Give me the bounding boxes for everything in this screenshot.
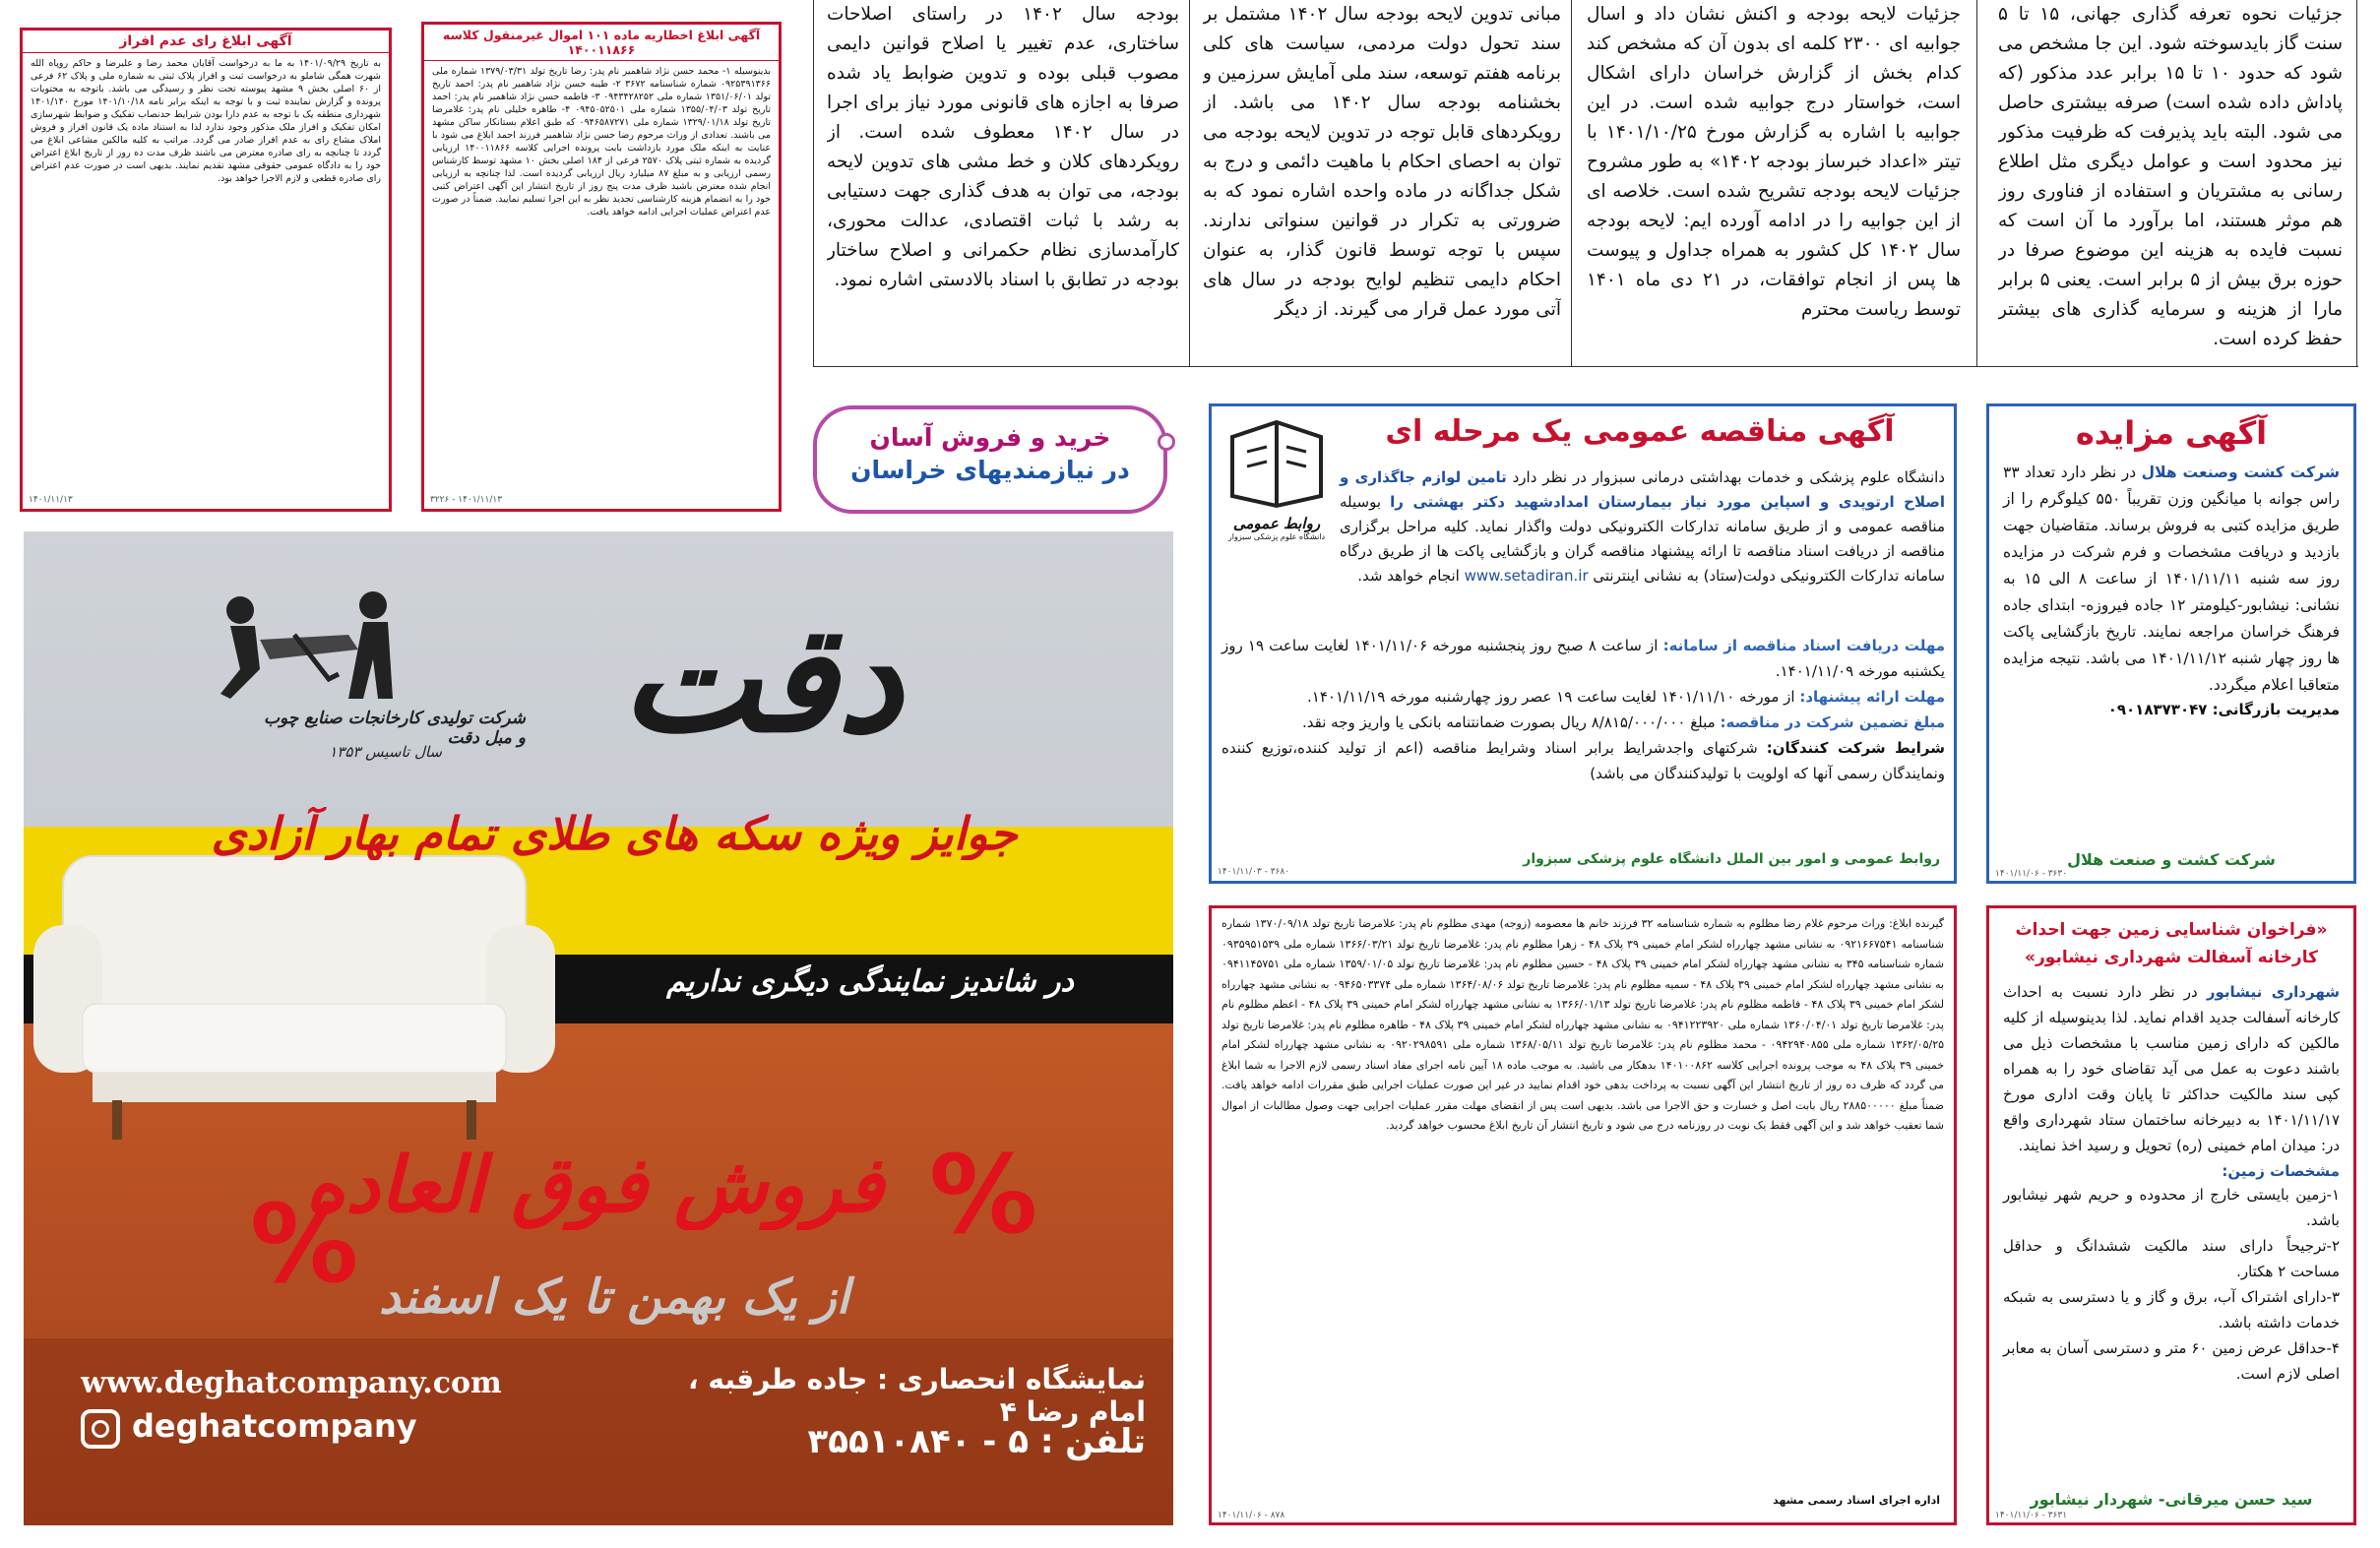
tender-item [1221, 710, 1945, 735]
land-call-body [1989, 975, 2353, 1158]
founded-year: سال تاسیس ۱۳۵۳ [329, 743, 442, 761]
tender-title: آگهی مناقصه عمومی یک مرحله ای [1385, 414, 1895, 449]
sale-period: از یک بهمن تا یک اسفند [379, 1269, 849, 1325]
column-rule [1976, 0, 1977, 366]
land-call-code: ۱۴۰۱/۱۱/۰۶ - ۳۶۳۱ [1995, 1511, 2068, 1520]
woodworkers-icon [201, 581, 417, 709]
auction-footer: شرکت کشت و صنعت هلال [2067, 850, 2276, 869]
book-icon [1222, 412, 1331, 511]
instagram-handle[interactable]: deghatcompany [132, 1407, 417, 1445]
deghat-ad [24, 531, 1173, 1525]
tender-item-text: از ساعت ۸ صبح روز پنجشنبه مورخه ۱۴۰۱/۱۱/۰۶ لغایت ساعت ۱۹ روز یکشنبه مورخه ۱۴۰۱/۱۱/۰۹. [1221, 637, 1945, 680]
sofa-image [24, 827, 575, 1161]
specs-list [1989, 1180, 2353, 1389]
bubble-line-2: در نیازمندیهای خراسان [850, 456, 1130, 484]
website-link[interactable]: www.deghatcompany.com [81, 1366, 502, 1400]
auction-body [1989, 452, 2353, 699]
auction-code: ۱۴۰۱/۱۱/۰۶ - ۳۶۳۰ [1995, 869, 2068, 879]
auction-company: شرکت کشت وصنعت هلال [2141, 464, 2340, 481]
notice-title: آگهی ابلاغ رای عدم افراز [23, 31, 389, 53]
tender-item-label: مهلت ارائه پیشنهاد: [1799, 688, 1945, 706]
column-rule [1189, 0, 1190, 366]
auction-title: آگهی مزایده [2075, 414, 2268, 452]
tender-item-text: شرکتهای واجدشرایط برابر اسناد وشرایط مناقصه (اعم از تولید کننده،توزیع کننده ونمایندگان رسمی آنها که اولویت با تولیدکنندگان می باشد) [1221, 739, 1945, 782]
percent-left: % [250, 1181, 359, 1307]
logo-text: روابط عمومی [1232, 515, 1321, 532]
instagram-icon [81, 1409, 120, 1449]
no-agent-text: در شاندیز نمایندگی دیگری نداریم [666, 964, 1074, 999]
tender-item-label: مهلت دریافت اسناد مناقصه از سامانه: [1662, 637, 1946, 654]
spec-item: ۴-حداقل عرض زمین ۶۰ متر و دسترسی آسان به معابر اصلی لازم است. [2003, 1339, 2340, 1383]
tender-intro [1340, 465, 1945, 588]
spec-item: ۱-زمین بایستی خارج از محدوده و حریم شهر نیشابور باشد. [2003, 1186, 2340, 1229]
heirs-body: گیرنده ابلاغ: وراث مرحوم غلام رضا مظلوم به شماره شناسنامه ۳۲ فرزند خانم ها معصومه (زوجه) مهدی مظلوم نام پدر: غلامرضا تاریخ تولد ۱۳۷۰/۰۹/۱۸ شماره شناسنامه ۰۹۲۱۶۶۷۵۴۱ به نشانی مشهد چهارراه لشکر امام خمینی ۳۹ پلاک ۴۸ - زهرا مظلوم نام پدر: غلامرضا تاریخ تولد ۱۳۶۶/۰۳/۲۱ شماره ملی ۰۹۳۵۹۵۱۵۳۹ شماره شناسنامه ۳۴۵ به نشانی مشهد چهارراه لشکر امام خمینی ۳۹ پلاک ۴۸ - حسین مظلوم نام پدر: غلامرضا تاریخ تولد ۱۳۵۹/۰۱/۰۵ شماره ملی ۰۹۴۱۱۴۵۷۵۱ به نشانی مشهد چهارراه لشکر امام خمینی ۳۹ پلاک ۴۸ - سمیه مظلوم نام پدر: غلامرضا تاریخ تولد ۱۳۶۴/۰۸/۰۶ شماره ملی ۰۹۴۶۵۰۳۳۷۴ به نشانی مشهد چهارراه لشکر امام خمینی ۳۹ پلاک ۴۸ - فاطمه مظلوم نام پدر: غلامرضا تاریخ تولد ۱۳۶۶/۰۱/۱۳ به نشانی مشهد چهارراه لشکر امام خمینی ۳۹ پلاک ۴۸ - اعظم مظلوم نام پدر: غلامرضا تاریخ تولد ۱۳۶۰/۰۴/۰۱ شماره ملی ۰۹۴۱۲۲۳۹۲۰ به نشانی مشهد چهارراه لشکر امام خمینی ۳۹ پلاک ۴۸ - طاهره مظلوم نام پدر: غلامرضا تاریخ تولد ۱۳۶۲/۰۵/۲۵ شماره ملی ۰۹۴۲۹۴۰۸۵۵ - محمد مظلوم نام پدر: غلامرضا تاریخ تولد ۱۳۶۸/۰۵/۱۱ شماره ملی ۰۹۲۰۲۹۸۵۹۱ به نشانی مشهد چهارراه لشکر امام خمینی ۳۹ پلاک ۴۸ به موجب پرونده اجرایی کلاسه ۱۴۰۱۰۰۸۶۲ بدهکار می باشید. به موجب ماده ۱۸ آیین نامه اجرای مفاد اسناد رسمی لازم الاجرا به شما ابلاغ می گردد که ظرف ده روز از تاریخ انتشار این آگهی نسبت به پرداخت بدهی خود اقدام نمایید در غیر این صورت عملیات اجرایی طبق مقررات ادامه خواهد یافت. ضمناً مبلغ ۲۸۸۵۰۰۰۰۰ ریال بابت اصل و خسارت و حق الاجرا می باشد. بدیهی است پس از انقضای مهلت مقرر عملیات اجرایی جهت وصول مطالبات از اموال شما تعقیب خواهد شد و این آگهی فقط یک نوبت در روزنامه درج می شود و تاریخ انتشار آن تاریخ ابلاغ محسوب خواهد گردید. [1221, 917, 1945, 1132]
bubble-dot [1158, 433, 1175, 451]
notice-body: بدینوسیله ۱- محمد حسن نژاد شاهمیر نام پدر: رضا تاریخ تولد ۱۳۷۹/۰۳/۳۱ شماره ملی ۰۹۲۵۳۹۱۳۶۶ شماره شناسنامه ۳۶۷۲ ۲- طیبه حسن نژاد شاهمیر نام پدر: احمد تاریخ تولد ۱۳۵۱/۰۶/۰۱ شماره ملی ۰۹۴۳۴۲۸۲۵۲ ۳- فاطمه حسن نژاد شاهمیر نام پدر: احمد تاریخ تولد ۱۳۵۵/۰۴/۰۳ شماره ملی ۰۹۴۵۰۵۲۵۰۱ ۴- طاهره خلیلی نام پدر: غلامرضا تاریخ تولد ۱۳۲۹/۰۱/۱۸ شماره ملی ۰۹۴۶۵۸۷۲۷۱ که طبق اعلام بستانکار ساکن مشهد می باشند. تعدادی از وراث مرحوم رضا حسن نژاد شاهمیر فرزند احمد ابلاغ می شود با عنایت به اینکه ملک مورد بازداشت بابت پرونده اجرایی کلاسه ۱۴۰۰۱۱۸۶۶ ارزیابی گردیده به شماره ثبتی پلاک ۲۵۷۰ فرعی از ۱۸۴ اصلی بخش ۱۰ مشهد توسط کارشناس رسمی ارزیابی و به مبلغ ۸۷ میلیارد ریال ارزیابی گردیده است. لذا چنانچه به ارزیابی انجام شده معترض باشید ظرف مدت پنج روز از تاریخ انتشار این آگهی اعتراض کتبی خود را به انضمام هزینه کارشناسی تجدید نظر به این اجرا تسلیم نمایید. ضمناً در صورت عدم اعتراض عملیات اجرایی ادامه خواهد یافت. [432, 66, 772, 217]
auction-contact: مدیریت بازرگانی: ۰۹۰۱۸۳۷۳۰۴۷ [2107, 701, 2340, 718]
tender-intro-rest: بوسیله مناقصه عمومی و از طریق سامانه تدارکات الکترونیکی دولت واگذار نماید. کلیه مراحل برگزاری مناقصه از دریافت اسناد مناقصه تا ارائه پیشنهاد مناقصه گران و بازگشایی پاکت ها از طریق درگاه سامانه تدارکات الکترونیکی دولت(ستاد) به نشانی اینترنتی [1340, 493, 1945, 585]
logo-caption: دانشگاه علوم پزشکی سبزوار [1227, 532, 1326, 541]
notice-body: به تاریخ ۱۴۰۱/۰۹/۲۹ به ما به درخواست آقایان محمد رضا و علیرضا و حاکم روپاه الله شهرت همگی شاملو به درخواست ثبت و افراز پلاک ثبتی به شماره ملی و پلاک ۶۲ فرعی از ۶۰ اصلی بخش ۹ مشهد پیوسته تحت نظر و رسیدگی می باشد. باتوجه به محتویات پرونده و گزارش نماینده ثبت و با توجه به اینکه برابر نامه ۱۴۰۱/۱۰/۱۸ مورخ ۱۴۰۱/۱۴۰ شهرداری منطقه یک با توجه به عدم دارا بودن شرایط حدنصاب تفکیک و ضوابط شهرسازی امکان تفکیک و افراز ملک مذکور وجود ندارد لذا به استناد ماده یک قانون افراز و فروش املاک مشاع رای به عدم افراز صادر می گردد. مراتب به کلیه مالکین مشاعی ابلاغ می گردد تا چنانچه به رای صادره معترض می باشند ظرف مدت ده روز از تاریخ ابلاغ اعتراض خود را به دادگاه عمومی حقوقی مشهد تقدیم نمایند. بدیهی است در صورت عدم اعتراض رای صادره قطعی و لازم الاجرا خواهد بود. [31, 58, 382, 184]
land-call-footer: سید حسن میرقانی- شهردار نیشابور [2030, 1490, 2313, 1509]
notice-code: ۱۴۰۱/۱۱/۱۳ [29, 495, 73, 505]
municipality-name: شهرداری نیشابور [2206, 983, 2340, 1001]
spec-item: ۳-دارای اشتراک آب، برق و گاز و یا دسترسی به شبکه خدمات داشته باشد. [2003, 1288, 2340, 1331]
tender-items [1221, 633, 1945, 786]
notice-code: ۳۲۲۶ - ۱۴۰۱/۱۱/۱۳ [430, 495, 503, 505]
tender-footer: روابط عمومی و امور بین الملل دانشگاه علوم پزشکی سبزوار [1523, 851, 1940, 867]
heirs-code: ۱۴۰۱/۱۱/۰۶ - ۸۷۸ [1218, 1511, 1285, 1520]
article-column-3: مبانی تدوین لایحه بودجه سال ۱۴۰۲ مشتمل بر سند تحول دولت مردمی، سیاست های کلی برنامه هفتم توسعه، سند ملی آمایش سرزمین و بخشنامه بودجه سال ۱۴۰۲ می باشد. از رویکردهای قابل توجه در تدوین لایحه بودجه می توان به احصای احکام با ماهیت دائمی و درج به شکل جداگانه در ماده واحده اشاره نمود که به ضرورتی به تکرار در قوانین سنواتی ندارند. سپس با توجه توسط قانون گذار، به عنوان احکام دایمی تنظیم لوایح بودجه در سال های آتی مورد عمل قرار می گیرند. از دیگر [1203, 4, 1561, 320]
column-rule [1571, 0, 1572, 366]
sale-text: فروش فوق العاده [304, 1142, 885, 1230]
tender-notice [1209, 403, 1957, 884]
tender-intro-end: انجام خواهد شد. [1357, 567, 1460, 585]
notice-title: آگهی ابلاغ اخطاریه ماده ۱۰۱ اموال غیرمنقول کلاسه ۱۴۰۰۱۱۸۶۶ [424, 25, 779, 61]
ad-headline: جوایز ویژه سکه های طلای تمام بهار آزادی [211, 807, 1018, 860]
percent-right: % [929, 1132, 1038, 1258]
tender-item-label: شرایط شرکت کنندگان: [1766, 739, 1946, 757]
heirs-footer: اداره اجرای اسناد رسمی مشهد [1773, 1494, 1940, 1507]
tender-subject: تامین لوازم جاگذاری و اصلاح ارتوپدی و اسپاین مورد نیاز بیمارستان امدادشهید دکتر بهشتی را [1340, 468, 1945, 511]
article-bottom-rule [813, 366, 2358, 367]
classifieds-bubble[interactable] [813, 405, 1167, 514]
bubble-line-1: خرید و فروش آسان [869, 423, 1111, 452]
tender-item [1221, 684, 1945, 710]
company-name: شرکت تولیدی کارخانجات صنایع چوب و مبل دقت [263, 709, 526, 748]
tender-code: ۱۴۰۱/۱۱/۰۳ - ۳۶۸۰ [1218, 867, 1290, 877]
column-rule [2356, 0, 2357, 366]
university-logo [1218, 412, 1336, 550]
tender-item-text: مبلغ ۸/۸۱۵/۰۰۰/۰۰۰ ریال بصورت ضمانتنامه بانکی یا واریز وجه نقد. [1301, 713, 1716, 731]
setad-link[interactable]: www.setadiran.ir [1464, 567, 1589, 585]
tender-intro-start: دانشگاه علوم پزشکی و خدمات بهداشتی درمانی سبزوار در نظر دارد [1512, 468, 1945, 486]
heirs-notice [1209, 905, 1957, 1525]
article-column-4: بودجه سال ۱۴۰۲ در راستای اصلاحات ساختاری، عدم تغییر یا اصلاح قوانین دایمی مصوب قبلی بوده و تدوین ضوابط یاد شده صرفا به اجازه های قانونی مورد نیاز برای اجرا در سال ۱۴۰۲ معطوف شده است. از رویکردهای کلان و خط مشی های تدوین لایحه بودجه، می توان به هدف گذاری جهت دستیابی به رشد با ثبات اقتصادی، عدالت محوری، کارآمدسازی نظام حکمرانی و اصلاح ساختار بودجه در تطابق با اسناد بالادستی اشاره نمود. [827, 4, 1179, 290]
showroom-address: نمایشگاه انحصاری : جاده طرقبه ، امام رضا ۴ [687, 1363, 1146, 1428]
article-column-2: جزئیات لایحه بودجه و اکنش نشان داد و اسال جوابیه ای ۲۳۰۰ کلمه ای بدون آن که مشخص کند کدام بخش از گزارش خراسان دارای اشکال است، خواستار درج جوابیه شده است. در این جوابیه با اشاره به گزارش مورخ ۱۴۰۱/۱۰/۲۵ با تیتر «اعداد خبرساز بودجه ۱۴۰۲» به طور مشروح جزئیات لایحه بودجه تشریح شده است. خلاصه ای از این جوابیه را در ادامه آورده ایم: لایحه بودجه سال ۱۴۰۲ کل کشور به همراه جداول و پیوست ها پس از انجام توافقات، در ۲۱ دی ماه ۱۴۰۱ توسط ریاست محترم [1587, 4, 1961, 320]
tender-item [1221, 633, 1945, 684]
phone-number: تلفن : ۵ - ۳۵۵۱۰۸۴۰ [807, 1422, 1146, 1461]
tender-item [1221, 735, 1945, 786]
notice-article-101 [421, 22, 782, 512]
land-call-title: «فراخوان شناسایی زمین جهت احداث کارخانه آسفالت شهرداری نیشابور» [2015, 920, 2328, 967]
tender-item-label: مبلغ تضمین شرکت در مناقصه: [1720, 713, 1945, 731]
auction-text: در نظر دارد تعداد ۳۳ راس جوانه با میانگین وزن تقریباً ۵۵۰ کیلوگرم را از طریق مزایده کتبی به فروش برساند. متقاضیان جهت بازدید و دریافت مشخصات و فرم شرکت در مزایده روز سه شنبه ۱۴۰۱/۱۱/۱۱ از ساعت ۸ الی ۱۵ به نشانی: نیشابور-کیلومتر ۱۲ جاده فیروزه- ابتدای جاده فرهنگ خراسان مراجعه نمایند. تاریخ بازگشایی پاکت ها روز چهار شنبه ۱۴۰۱/۱۱/۱۲ می باشد. نتیجه مزایده متعاقبا اعلام میگردد. [2003, 464, 2341, 694]
deghat-logo: دقت [621, 592, 903, 766]
column-rule [813, 0, 814, 366]
specs-title: مشخصات زمین: [2222, 1162, 2340, 1180]
notice-no-partition [20, 28, 392, 512]
auction-notice [1986, 403, 2356, 884]
article-column-1: جزئیات نحوه تعرفه گذاری جهانی، ۱۵ تا ۵ سنت گاز بایدسوخته شود. این جا مشخص می شود که حدود ۱۰ تا ۱۵ برابر عدد مذکور (که پاداش داده شده است) صرفه بیشتری حاصل می شود. البته باید پذیرفت که ظرفیت مذکور نیز محدود است و عوامل دیگری مثل اطلاع رسانی به مشتریان و استفاده از فناوری روز هم موثر هستند، اما برآورد ما آن است که نسبت فایده به هزینه این موضوع صرفا در حوزه برق بیش از ۵ برابر است. یعنی ۵ برابر مارا از هزینه و سرمایه گذاری های بیشتر حفظ کرده است. [1998, 4, 2343, 349]
land-call-notice [1986, 905, 2356, 1525]
spec-item: ۲-ترجیحاً دارای سند مالکیت ششدانگ و حداقل مساحت ۲ هکتار. [2003, 1237, 2340, 1280]
tender-item-text: از مورخه ۱۴۰۱/۱۱/۱۰ لغایت ساعت ۱۹ عصر روز چهارشنبه مورخه ۱۴۰۱/۱۱/۱۹. [1307, 688, 1795, 706]
land-call-text: در نظر دارد نسبت به احداث کارخانه آسفالت جدید اقدام نماید. لذا بدینوسیله از کلیه مالکین که دارای زمین مناسب با مشخصات ذیل می باشند دعوت به عمل می آید تقاضای خود را به همراه کپی سند مالکیت حداکثر تا پایان وقت اداری مورخ ۱۴۰۱/۱۱/۱۷ به دبیرخانه ساختمان ستاد شهرداری واقع در: میدان امام خمینی (ره) تحویل و رسید اخذ نمایند. [2003, 983, 2340, 1154]
